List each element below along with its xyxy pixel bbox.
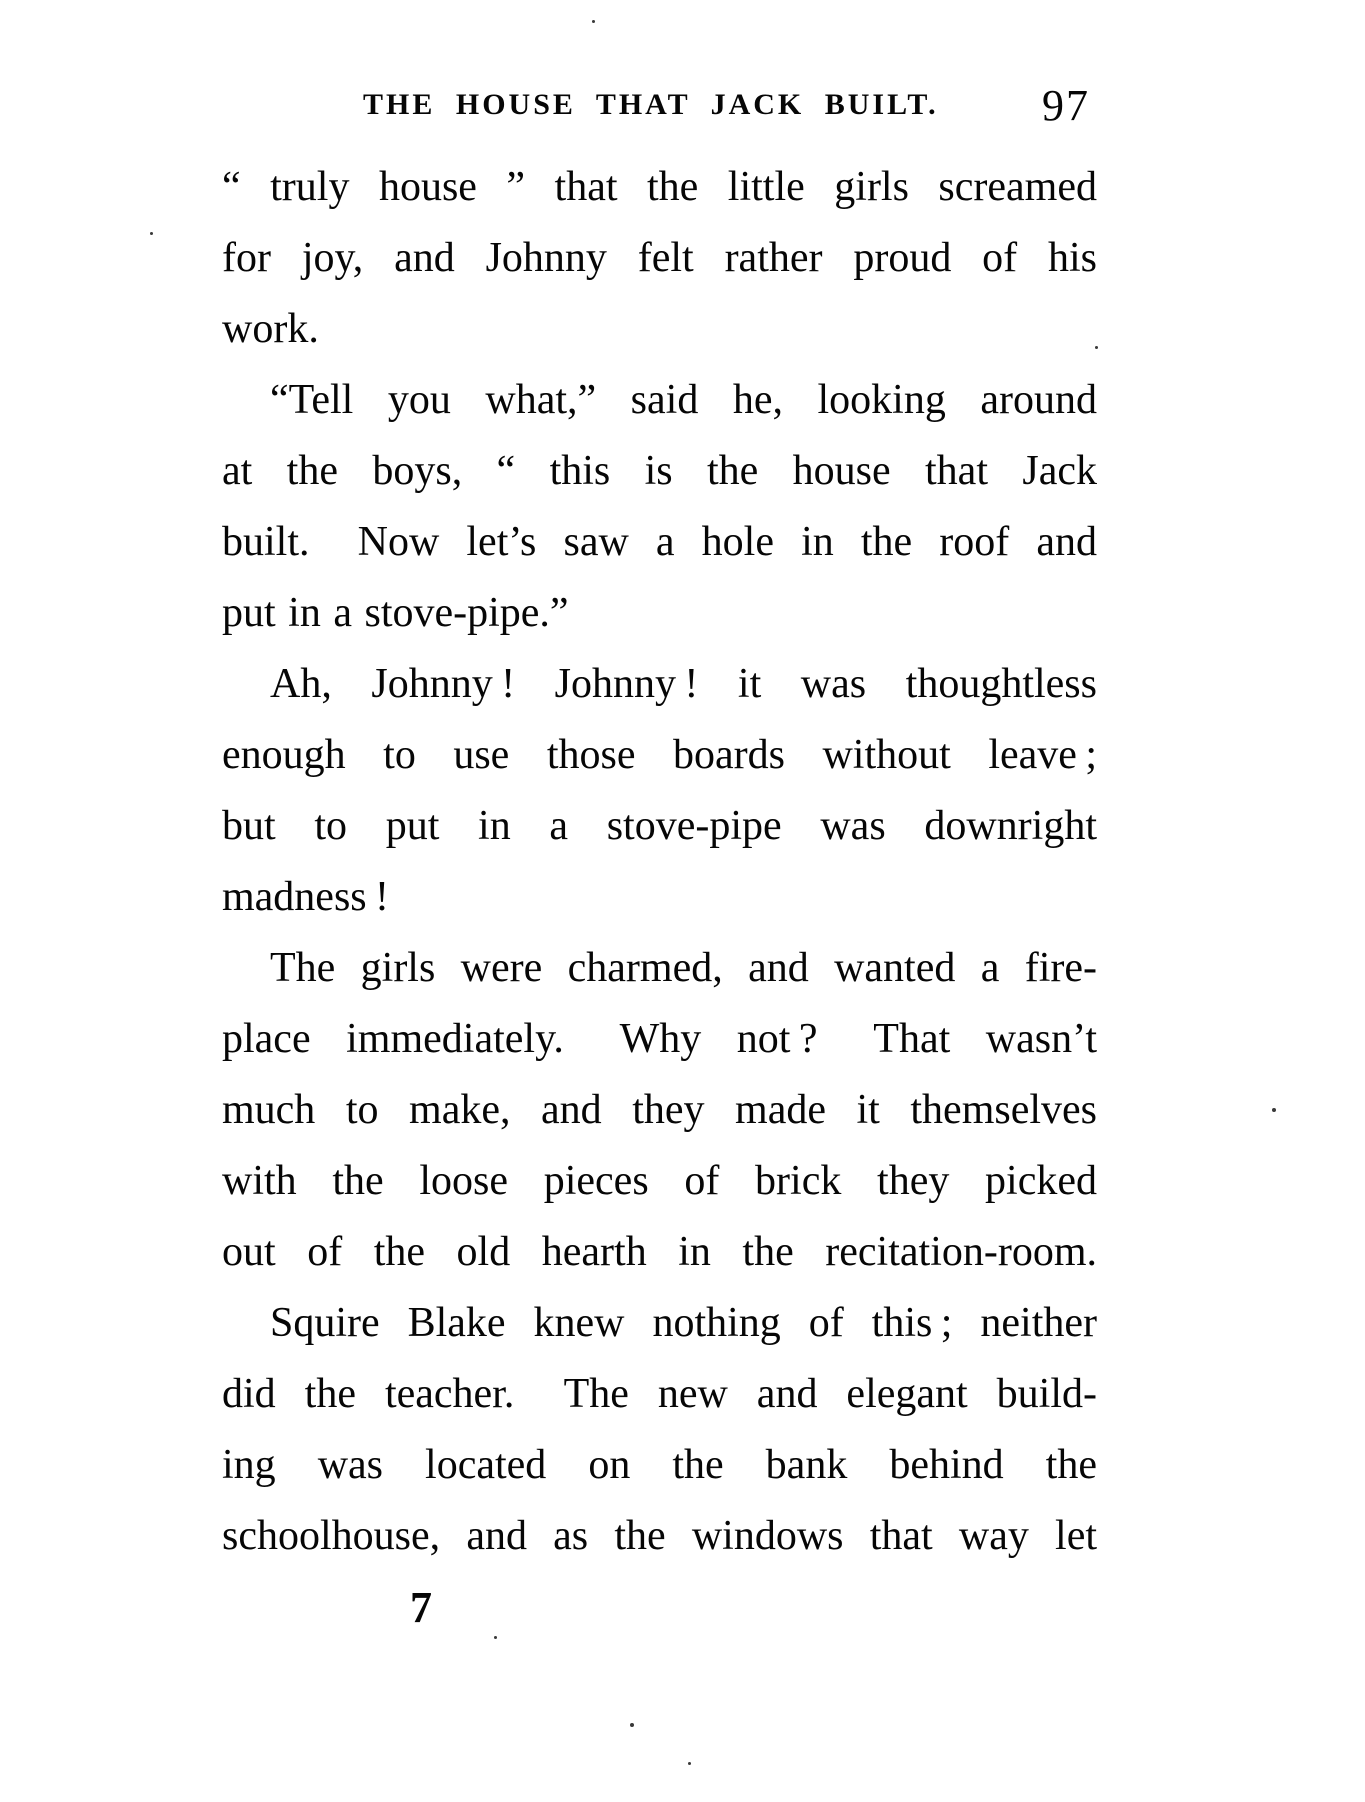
running-header (0, 0, 1365, 140)
text-line: enough to use those boards without leave ; (222, 732, 1097, 778)
page-number: 97 (1042, 81, 1090, 130)
text-line: madness ! (222, 874, 390, 920)
signature-mark: 7 (410, 1583, 432, 1632)
text-line: for joy, and Johnny felt rather proud of his (222, 235, 1097, 281)
text-line: much to make, and they made it themselves (222, 1087, 1097, 1133)
ink-speck (592, 20, 595, 23)
text-line: Ah, Johnny ! Johnny ! it was thoughtless (270, 661, 1097, 707)
ink-speck (1272, 1108, 1276, 1112)
text-line: “ truly house ” that the little girls screamed (222, 164, 1097, 210)
text-line: built. Now let’s saw a hole in the roof and (222, 519, 1097, 565)
text-line: out of the old hearth in the recitation-room. (222, 1229, 1097, 1275)
text-line: at the boys, “ this is the house that Jack (222, 448, 1097, 494)
running-header-title: THE HOUSE THAT JACK BUILT. (363, 88, 939, 121)
text-line: did the teacher. The new and elegant build- (222, 1371, 1097, 1417)
ink-speck (494, 1636, 497, 1639)
ink-speck (630, 1723, 634, 1727)
text-line: put in a stove-pipe.” (222, 590, 569, 636)
text-line: but to put in a stove-pipe was downright (222, 803, 1097, 849)
body-text (222, 152, 1097, 1572)
ink-speck (150, 232, 153, 235)
text-line: with the loose pieces of brick they picked (222, 1158, 1097, 1204)
text-line: “Tell you what,” said he, looking around (270, 377, 1097, 423)
text-line: work. (222, 306, 319, 352)
text-line: Squire Blake knew nothing of this ; neither (270, 1300, 1097, 1346)
text-line: schoolhouse, and as the windows that way let (222, 1513, 1097, 1559)
text-line: The girls were charmed, and wanted a fire- (270, 945, 1097, 991)
ink-speck (688, 1762, 691, 1765)
text-line: ing was located on the bank behind the (222, 1442, 1097, 1488)
text-line: place immediately. Why not ? That wasn’t (222, 1016, 1097, 1062)
ink-speck (1095, 346, 1098, 349)
